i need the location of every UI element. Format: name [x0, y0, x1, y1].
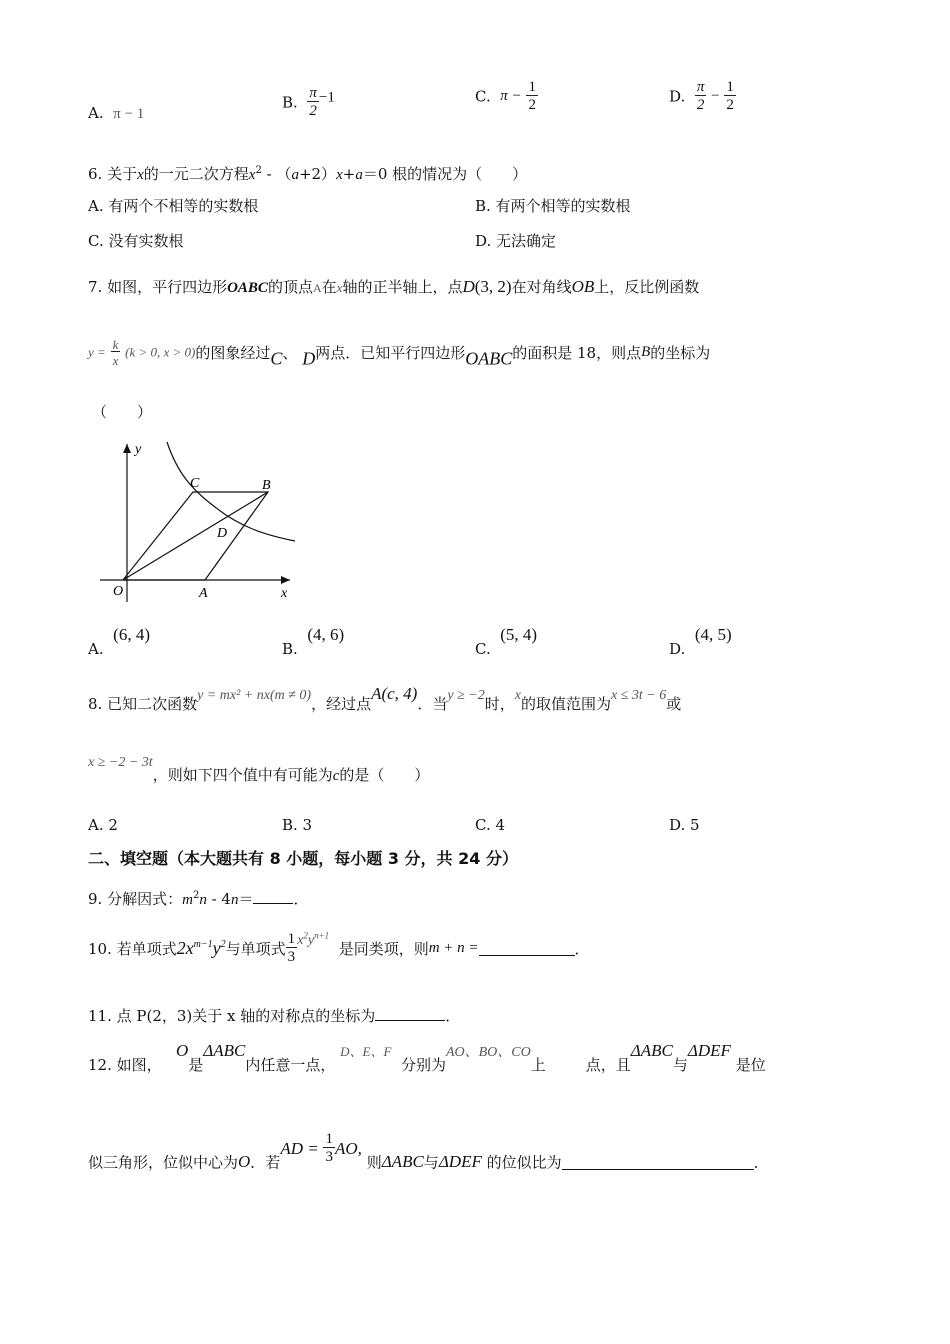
label-d: D: [217, 526, 228, 541]
q12-line-1: 12. 如图， O是ΔABC内任意一点， D、E、F 分别为AO、BO、CO上 点，且ΔABC与ΔDEF 是位: [88, 1041, 766, 1074]
diagonal-ob: [123, 492, 268, 580]
label-a: A: [199, 586, 208, 601]
q8-line-2: x ≥ −2 − 3t，则如下四个值中有可能为c的是（ ）: [88, 755, 430, 784]
q7-option-d[interactable]: D. (4, 5): [669, 625, 732, 658]
q5-a-value: π − 1: [113, 106, 145, 122]
q5-option-a[interactable]: A. π − 1: [88, 104, 145, 122]
q6-option-b[interactable]: B. 有两个相等的实数根: [475, 197, 631, 215]
q7-option-a[interactable]: A. (6, 4): [88, 625, 150, 658]
q11-answer-blank[interactable]: [375, 1006, 445, 1021]
q8-option-b[interactable]: B. 3: [282, 816, 313, 834]
q8-line-1: 8. 已知二次函数y = mx² + nx(m ≠ 0)，经过点A(c, 4)．当y ≥ −2时，x的取值范围为x ≤ 3t − 6或: [88, 684, 682, 713]
q7-line-2: y = $\frac{k}{x}$ (k > 0, x > 0)的图象经过C、 D两点．已知平行四边形OABC的面积是 18，则点B的坐标为: [88, 337, 711, 369]
q5-option-b[interactable]: B. $\frac{\pi}{2}$ −1: [282, 85, 335, 119]
q11-line: 11. 点 P(2，3)关于 x 轴的对称点的坐标为 ．: [88, 1007, 461, 1025]
q12-line-2: 似三角形，位似中心为O．若AD = $\frac{1}{3}$ AO, 则ΔABC与ΔDEF 的位似比为 ．: [88, 1131, 769, 1172]
q5-c-fraction: $\frac{1}{2}$: [528, 79, 536, 113]
q5-option-c[interactable]: C. π − $\frac{1}{2}$: [475, 79, 536, 113]
q8-option-a[interactable]: A. 2: [88, 816, 118, 834]
q6-option-a[interactable]: A. 有两个不相等的实数根: [88, 197, 259, 215]
q6-stem: 6. 关于x的一元二次方程$x^2 - (a+2)x+a=0$ 根的情况为（ ）: [88, 165, 528, 183]
label-c: C: [190, 476, 200, 491]
q10-monomial-1: $2x^{m-1}y^2$: [176, 938, 226, 959]
y-axis-arrow: [123, 444, 131, 453]
q5-d-fraction-1: $\frac{\pi}{2}$: [696, 79, 705, 113]
q10-answer-blank[interactable]: [479, 941, 575, 956]
q9-answer-blank[interactable]: [253, 889, 293, 904]
label-b: B: [262, 478, 271, 493]
q7-figure: [95, 437, 305, 607]
q7-option-b[interactable]: B. (4, 6): [282, 625, 345, 658]
q6-option-c[interactable]: C. 没有实数根: [88, 232, 184, 250]
q6-option-d[interactable]: D. 无法确定: [475, 232, 557, 250]
section-2-title: 二、填空题（本大题共有 8 小题，每小题 3 分，共 24 分）: [88, 849, 518, 868]
q10-line: 10. 若单项式$2x^{m-1}y^2$与单项式 $\frac{1}{3}$ $x^2y^{n+1}$ 是同类项，则m + n = ．: [88, 930, 590, 966]
q7-k-over-x: $\frac{k}{x}$: [112, 337, 119, 368]
q10-monomial-2: $x^2y^{n+1}$: [297, 930, 330, 948]
q9-line: 9. 分解因式：$m^2n - 4n=$ ．: [88, 890, 309, 908]
q12-answer-blank[interactable]: [562, 1155, 754, 1170]
q5-d-fraction-2: $\frac{1}{2}$: [726, 79, 734, 113]
q12-fraction: $\frac{1}{3}$: [325, 1131, 333, 1165]
q5-b-fraction: $\frac{\pi}{2}$: [309, 85, 317, 119]
q5-option-d[interactable]: D. $\frac{\pi}{2}$ − $\frac{1}{2}$: [669, 79, 734, 113]
q8-option-c[interactable]: C. 4: [475, 816, 506, 834]
q7-option-c[interactable]: C. (5, 4): [475, 625, 538, 658]
x-axis-arrow: [281, 576, 290, 584]
label-x: x: [281, 586, 288, 601]
q7-answer-bracket: （ ）: [92, 403, 153, 421]
q7-line-1: 7. 如图，平行四边形OABC的顶点A在x轴的正半轴上，点D(3, 2)在对角线OB上，反比例函数: [88, 277, 700, 296]
q10-fraction: $\frac{1}{3}$: [287, 931, 296, 966]
q8-option-d[interactable]: D. 5: [669, 816, 700, 834]
label-o: O: [113, 584, 124, 599]
label-y: y: [135, 442, 142, 457]
